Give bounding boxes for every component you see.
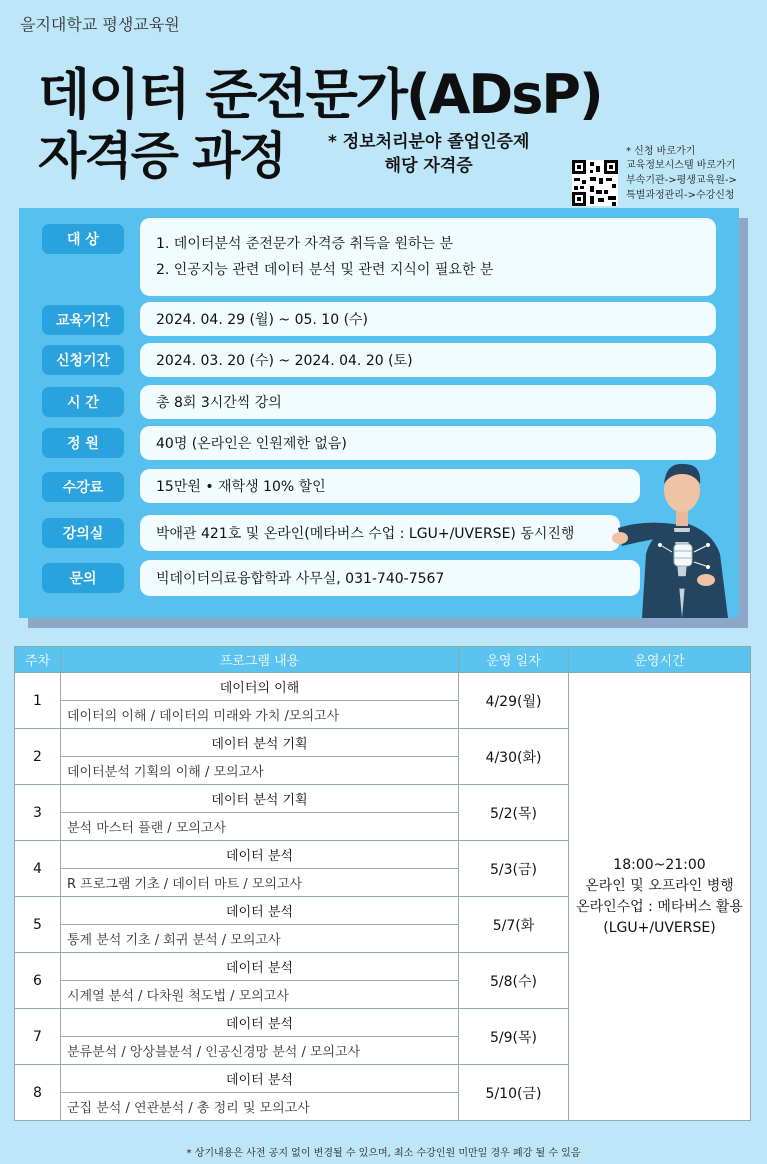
qr-label: * 신청 바로가기 (626, 146, 696, 157)
header-week: 주차 (15, 647, 61, 673)
week-number: 1 (15, 673, 61, 729)
session-date: 5/2(목) (459, 785, 569, 841)
header-date: 운영 일자 (459, 647, 569, 673)
time-line1: 18:00~21:00 (613, 856, 706, 873)
program-desc: 분석 마스터 플랜 / 모의고사 (61, 813, 459, 841)
week-number: 5 (15, 897, 61, 953)
time-line3: 온라인수업 : 메타버스 활용 (576, 898, 743, 915)
target-line1: 1. 데이터분석 준전문가 자격증 취득을 원하는 분 (156, 236, 454, 252)
apply-value: 2024. 03. 20 (수) ~ 2024. 04. 20 (토) (140, 343, 716, 377)
qr-desc-line3: 특별과정관리->수강신청 (626, 190, 735, 201)
session-date: 5/10(금) (459, 1065, 569, 1121)
table-row (15, 673, 751, 701)
qr-description (626, 158, 737, 203)
operating-time (569, 673, 751, 1121)
org-name: 을지대학교 평생교육원 (20, 15, 180, 34)
page-title: 데이터 준전문가(ADsP) (38, 63, 602, 126)
footnote: * 상기내용은 사전 공지 없이 변경될 수 있으며, 최소 수강인원 미만일 경우 폐강 될 수 있음 (186, 1148, 581, 1159)
time-line4: (LGU+/UVERSE) (603, 919, 716, 936)
qr-desc-line1: 교육정보시스템 바로가기 (626, 160, 736, 171)
session-date: 5/3(금) (459, 841, 569, 897)
room-value: 박애관 421호 및 온라인(메타버스 수업 : LGU+/UVERSE) 동시진행 (140, 515, 620, 551)
program-desc: 데이터의 이해 / 데이터의 미래와 가치 /모의고사 (61, 701, 459, 729)
program-title: 데이터 분석 기획 (61, 785, 459, 813)
program-desc: 시계열 분석 / 다차원 척도법 / 모의고사 (61, 981, 459, 1009)
week-number: 3 (15, 785, 61, 841)
week-number: 7 (15, 1009, 61, 1065)
program-desc: 데이터분석 기획의 이해 / 모의고사 (61, 757, 459, 785)
fee-value: 15만원 • 재학생 10% 할인 (140, 469, 640, 503)
program-title: 데이터 분석 (61, 1065, 459, 1093)
capacity-label: 정 원 (42, 428, 124, 458)
note-line1: * 정보처리분야 졸업인증제 (328, 132, 530, 152)
header-time: 운영시간 (569, 647, 751, 673)
qr-code-icon[interactable] (572, 160, 618, 206)
week-number: 2 (15, 729, 61, 785)
week-number: 6 (15, 953, 61, 1009)
target-label: 대 상 (42, 224, 124, 254)
program-desc: 군집 분석 / 연관분석 / 총 정리 및 모의고사 (61, 1093, 459, 1121)
apply-label: 신청기간 (42, 345, 124, 375)
contact-label: 문의 (42, 563, 124, 593)
time-line2: 온라인 및 오프라인 병행 (585, 877, 734, 894)
program-title: 데이터 분석 기획 (61, 729, 459, 757)
header-program: 프로그램 내용 (61, 647, 459, 673)
fee-label: 수강료 (42, 472, 124, 502)
session-date: 5/9(목) (459, 1009, 569, 1065)
target-line2: 2. 인공지능 관련 데이터 분석 및 관련 지식이 필요한 분 (156, 262, 494, 278)
time-label: 시 간 (42, 387, 124, 417)
program-desc: R 프로그램 기초 / 데이터 마트 / 모의고사 (61, 869, 459, 897)
program-title: 데이터 분석 (61, 953, 459, 981)
target-value (140, 218, 716, 296)
week-number: 8 (15, 1065, 61, 1121)
program-desc: 분류분석 / 앙상블분석 / 인공신경망 분석 / 모의고사 (61, 1037, 459, 1065)
presenter-illustration (612, 450, 752, 618)
program-title: 데이터의 이해 (61, 673, 459, 701)
session-date: 5/7(화 (459, 897, 569, 953)
session-date: 4/29(월) (459, 673, 569, 729)
schedule-table (14, 646, 751, 1121)
room-label: 강의실 (42, 518, 124, 548)
period-label: 교육기간 (42, 305, 124, 335)
capacity-value: 40명 (온라인은 인원제한 없음) (140, 426, 716, 460)
week-number: 4 (15, 841, 61, 897)
qr-desc-line2: 부속기관->평생교육원-> (626, 175, 737, 186)
note-line2: 해당 자격증 (384, 156, 473, 176)
period-value: 2024. 04. 29 (월) ~ 05. 10 (수) (140, 302, 716, 336)
session-date: 5/8(수) (459, 953, 569, 1009)
program-desc: 통계 분석 기초 / 회귀 분석 / 모의고사 (61, 925, 459, 953)
program-title: 데이터 분석 (61, 1009, 459, 1037)
session-date: 4/30(화) (459, 729, 569, 785)
contact-value: 빅데이터의료융합학과 사무실, 031-740-7567 (140, 560, 640, 596)
certification-note (328, 130, 529, 178)
time-value: 총 8회 3시간씩 강의 (140, 385, 716, 419)
page-title-line2: 자격증 과정 (38, 127, 285, 185)
program-title: 데이터 분석 (61, 897, 459, 925)
program-title: 데이터 분석 (61, 841, 459, 869)
